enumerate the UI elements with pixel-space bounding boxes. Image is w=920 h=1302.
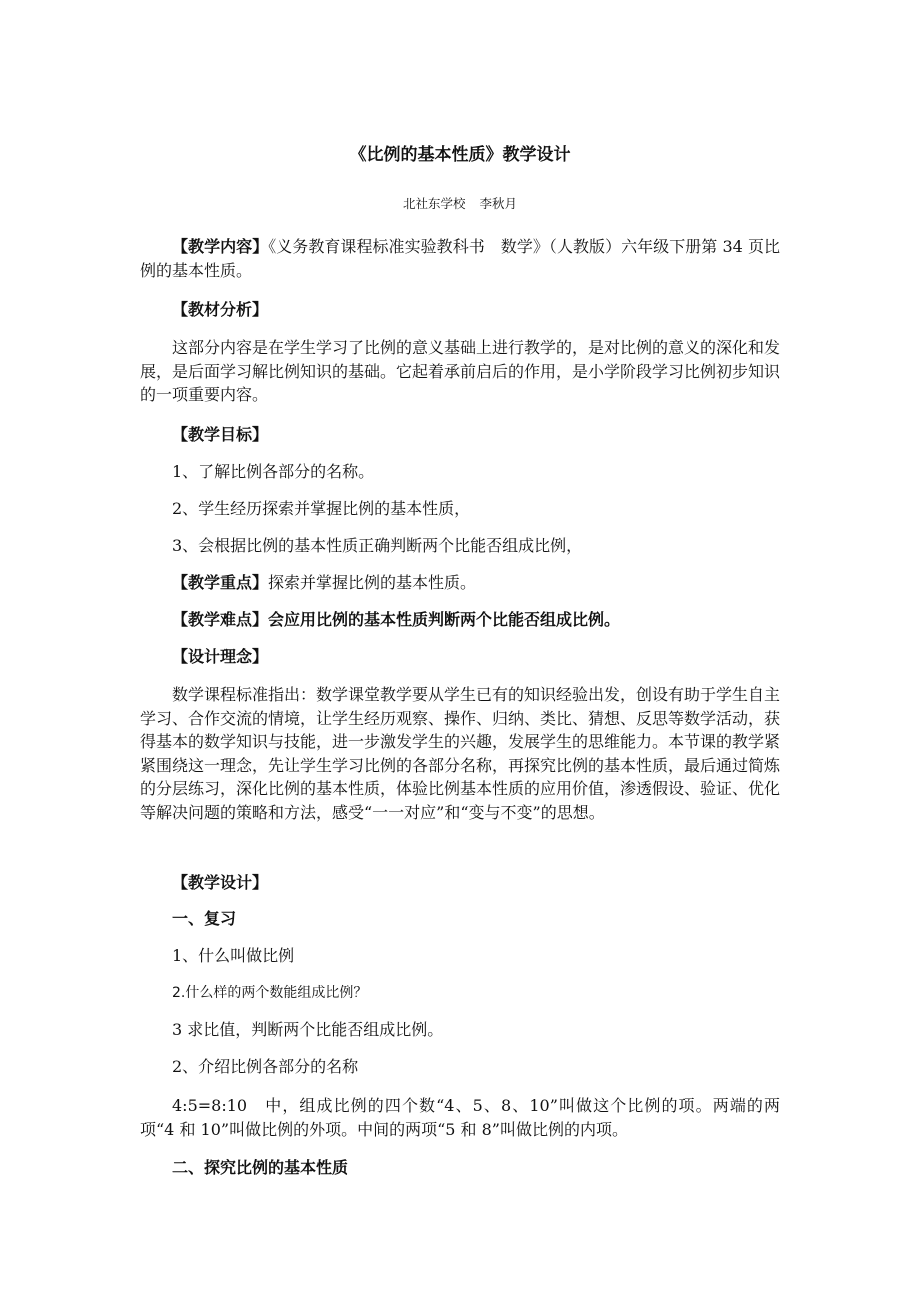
- teaching-content-label: 【教学内容】: [172, 237, 269, 256]
- teaching-design-heading: 【教学设计】: [172, 873, 269, 892]
- proportion-example-text: 4:5=8:10 中，组成比例的四个数“4、5、8、10”叫做这个比例的项。两端的两项“4 和 10”叫做比例的外项。中间的两项“5 和 8”叫做比例的内项。: [140, 1096, 780, 1139]
- goal-item: 2、学生经历探索并掌握比例的基本性质，: [172, 499, 471, 518]
- design-philosophy-text: 数学课程标准指出：数学课堂教学要从学生已有的知识经验出发，创设有助于学生自主学习、合作交流的情境，让学生经历观察、操作、归纳、类比、猜想、反思等数学活动，获得基本的数学知识与技能，进一步激发学生的兴趣，发展学生的思维能力。本节课的教学紧紧围绕这一理念，先让学生学习比例的各部分名称，再探究比例的基本性质，最后通过简炼的分层练习，深化比例的基本性质，体验比例基本性质的应用价值，渗透假设、验证、优化等解决问题的策略和方法，感受“一一对应”和“变与不变”的思想。: [140, 685, 781, 822]
- review-question: 2.什么样的两个数能组成比例？: [172, 985, 368, 1001]
- teaching-content-paragraph: [140, 235, 780, 282]
- key-point-paragraph: [140, 571, 780, 595]
- author-line: [0, 194, 920, 212]
- review-question: 1、什么叫做比例: [172, 946, 295, 965]
- document-title: 《比例的基本性质》教学设计: [349, 145, 571, 165]
- goal-item: 3、会根据比例的基本性质正确判断两个比能否组成比例，: [172, 536, 583, 555]
- author-name: 李秋月: [479, 196, 518, 211]
- difficulty-text: 会应用比例的基本性质判断两个比能否组成比例。: [268, 610, 621, 629]
- design-philosophy-heading: 【设计理念】: [172, 647, 269, 666]
- teaching-goals-heading: 【教学目标】: [172, 425, 269, 444]
- author-school: 北社东学校: [402, 196, 466, 211]
- section-review-heading: 一、复习: [172, 909, 237, 928]
- material-analysis-heading: 【教材分析】: [172, 300, 269, 319]
- key-point-text: 探索并掌握比例的基本性质。: [268, 573, 477, 592]
- goal-item: 1、了解比例各部分的名称。: [172, 462, 375, 481]
- review-question: 3 求比值，判断两个比能否组成比例。: [172, 1020, 444, 1039]
- difficulty-paragraph: [140, 608, 780, 632]
- teaching-content-text: 《义务教育课程标准实验教科书 数学》（人教版）六年级下册第 34 页比例的基本性质。: [140, 237, 780, 280]
- intro-parts-heading: 2、介绍比例各部分的名称: [172, 1057, 359, 1076]
- section-explore-heading: 二、探究比例的基本性质: [172, 1158, 349, 1177]
- difficulty-label: 【教学难点】: [172, 610, 269, 629]
- key-point-label: 【教学重点】: [172, 573, 269, 592]
- material-analysis-text: 这部分内容是在学生学习了比例的意义基础上进行教学的，是对比例的意义的深化和发展，是后面学习解比例知识的基础。它起着承前启后的作用，是小学阶段学习比例初步知识的一项重要内容。: [140, 338, 781, 404]
